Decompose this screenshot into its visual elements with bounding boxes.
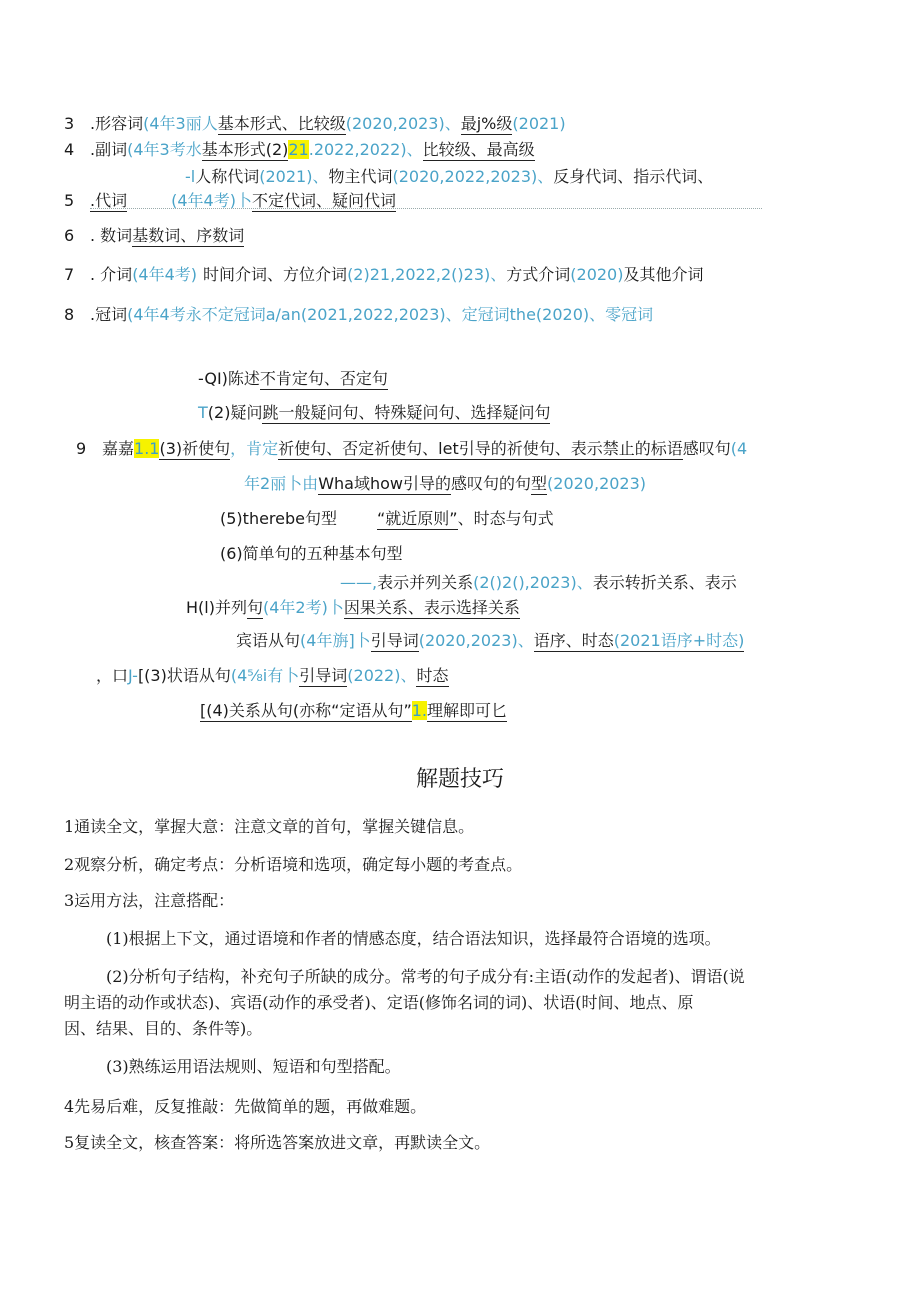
compound-sentence: H(l)并列句(4年2考)卜因果关系、表示选择关系 — [186, 598, 520, 617]
tip-3-2-line2: 明主语的动作或状态)、宾语(动作的承受者)、定语(修饰名词的词)、状语(时间、地点、原 — [64, 993, 694, 1012]
highlight-mark: 21 — [288, 140, 309, 159]
item-number: 8 — [64, 305, 75, 324]
highlight-mark: 1. — [411, 701, 427, 720]
tip-4: 4先易后难，反复推敲：先做简单的题，再做难题。 — [64, 1097, 427, 1116]
tip-3-1: (1)根据上下文，通过语境和作者的情感态度，结合语法知识，选择最符合语境的选项。 — [106, 929, 721, 948]
tip-3-2-line3: 因、结果、目的、条件等)。 — [64, 1019, 263, 1038]
outline-pronoun-subitems: -l人称代词(2021)、物主代词(2020,2022,2023)、反身代词、指示代词、 — [185, 167, 714, 186]
tip-3-2-line1: (2)分析句子结构，补充句子所缺的成分。常考的句子成分有:主语(动作的发起者)、谓语(说 — [106, 967, 745, 986]
tip-5: 5复读全文，核查答案：将所选答案放进文章，再默读全文。 — [64, 1133, 491, 1152]
object-clause: 宾语从句(4年旃]卜引导词(2020,2023)、语序、时态(2021语序+时态) — [236, 631, 745, 650]
outline-item-adverb: 4 .副词(4年3考水基本形式(2)21.2022,2022)、比较级、最高级 — [64, 140, 535, 159]
tip-1: 1通读全文，掌握大意：注意文章的首句，掌握关键信息。 — [64, 817, 475, 836]
adverbial-clause: ，口J-[(3)状语从句(4⅝i有卜引导词(2022)、时态 — [96, 666, 449, 685]
item-number: 7 — [64, 265, 75, 284]
outline-item-pronoun: 5 .代词 (4年4考)卜不定代词、疑问代词 — [64, 191, 396, 210]
relative-clause: [(4)关系从句(亦称“定语从句”1.理解即可匕 — [200, 701, 508, 720]
tip-2: 2观察分析，确定考点：分析语境和选项，确定每小题的考查点。 — [64, 855, 523, 874]
outline-item-adjective: 3 .形容词(4年3丽人基本形式、比较级(2020,2023)、最j%级(2021) — [64, 114, 566, 133]
tip-3: 3运用方法，注意搭配： — [64, 891, 235, 910]
divider — [90, 208, 762, 209]
sentence-exclamatory: 年2丽卜由Wha域how引导的感叹句的句型(2020,2023) — [244, 474, 647, 493]
outline-item-article: 8 .冠词(4年4考永不定冠词a/an(2021,2022,2023)、定冠词the(2020)、零冠词 — [64, 305, 654, 324]
sentence-basic-patterns: (6)简单句的五种基本句型 — [220, 544, 403, 563]
outline-item-numeral: 6 . 数词基数词、序数词 — [64, 226, 245, 245]
item-number: 3 — [64, 114, 75, 133]
sentence-interrogative: T(2)疑问跳一般疑问句、特殊疑问句、选择疑问句 — [198, 403, 551, 422]
highlight-mark: 1.1 — [134, 439, 160, 458]
sentence-there-be: (5)therebe句型 “就近原则”、时态与句式 — [220, 509, 554, 528]
item-number: 6 — [64, 226, 75, 245]
compound-relations: ——,表示并列关系(2()2(),2023)、表示转折关系、表示 — [340, 573, 737, 592]
sentence-declarative: -QI)陈述不肯定句、否定句 — [198, 369, 388, 388]
tip-3-3: (3)熟练运用语法规则、短语和句型搭配。 — [106, 1057, 401, 1076]
section-title: 解题技巧 — [415, 767, 504, 792]
outline-item-preposition: 7 . 介词(4年4考) 时间介词、方位介词(2)21,2022,2()23)、方式介词(2020)及其他介词 — [64, 265, 704, 284]
sentence-imperative: 9 嘉嘉1.1(3)祈使句，肯定祈使句、否定祈使句、let引导的祈使句、表示禁止的标语感叹句(4 — [76, 439, 748, 458]
item-number: 4 — [64, 140, 75, 159]
item-number: 5 — [64, 191, 75, 210]
item-number: 9 — [76, 439, 87, 458]
